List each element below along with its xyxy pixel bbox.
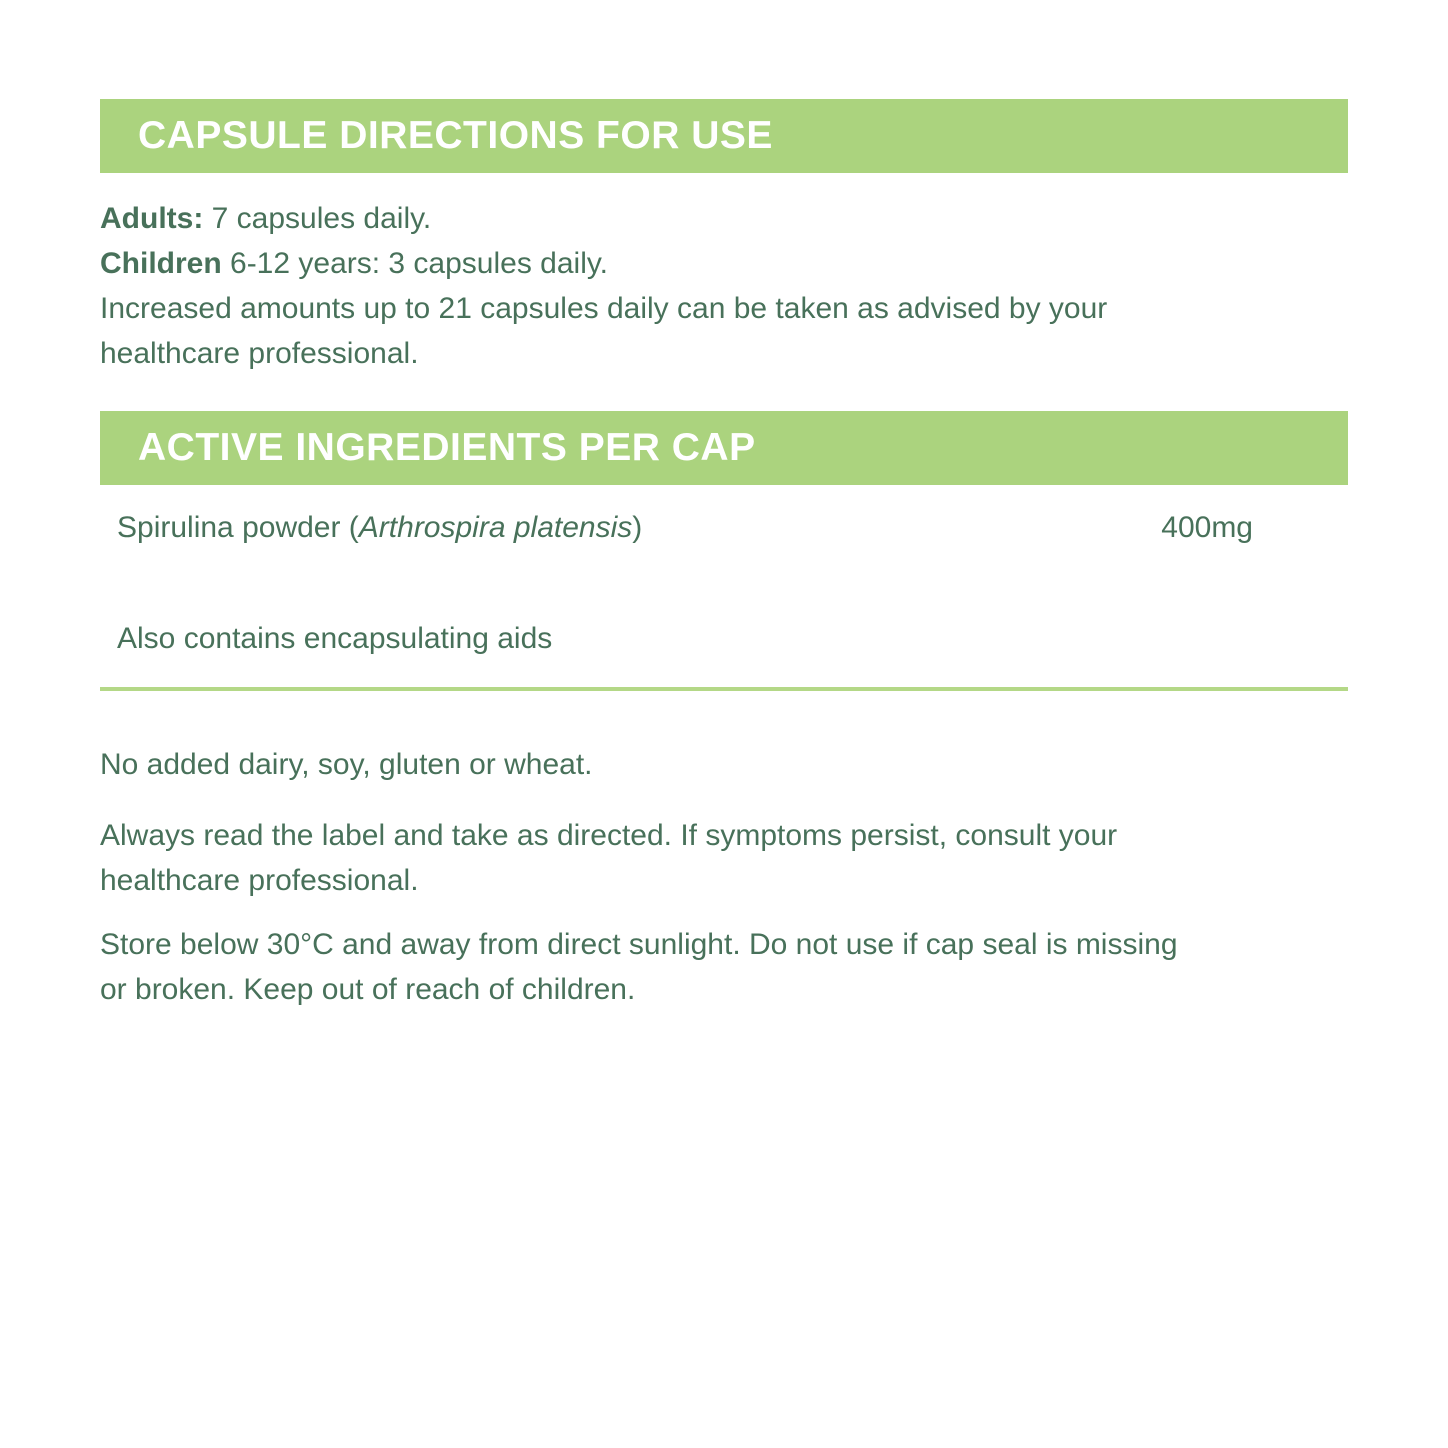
advisory-line-1: Always read the label and take as directed. If symptoms persist, consult your bbox=[100, 819, 1118, 852]
directions-header-bar bbox=[100, 99, 1348, 173]
directions-increased-line-1: Increased amounts up to 21 capsules daily can be taken as advised by your bbox=[100, 292, 1108, 325]
directions-adults-line bbox=[100, 196, 1348, 241]
adults-dosage: 7 capsules daily. bbox=[203, 202, 432, 235]
ingredient-name-prefix: Spirulina powder ( bbox=[117, 511, 359, 544]
adults-label: Adults: bbox=[100, 202, 204, 235]
directions-increased-line-2: healthcare professional. bbox=[100, 337, 419, 370]
storage-line-2: or broken. Keep out of reach of children. bbox=[100, 973, 636, 1006]
ingredient-row bbox=[100, 505, 1348, 550]
directions-text-block bbox=[100, 196, 1348, 376]
storage-line-1: Store below 30°C and away from direct sunlight. Do not use if cap seal is missing bbox=[100, 928, 1178, 961]
advisory-line-2: healthcare professional. bbox=[100, 864, 419, 897]
ingredients-header-title: ACTIVE INGREDIENTS PER CAP bbox=[138, 426, 756, 469]
advisory-note bbox=[100, 813, 1348, 903]
ingredients-header-bar bbox=[100, 411, 1348, 485]
ingredient-name-suffix: ) bbox=[632, 511, 643, 544]
storage-note bbox=[100, 922, 1348, 1012]
also-contains-note: Also contains encapsulating aids bbox=[117, 622, 553, 655]
ingredient-name bbox=[117, 505, 642, 550]
section-divider-line bbox=[100, 687, 1348, 691]
children-label: Children bbox=[100, 247, 222, 280]
ingredient-scientific-name: Arthrospira platensis bbox=[358, 511, 633, 544]
directions-header-title: CAPSULE DIRECTIONS FOR USE bbox=[138, 114, 773, 157]
children-dosage: 6-12 years: 3 capsules daily. bbox=[221, 247, 608, 280]
directions-children-line bbox=[100, 241, 1348, 286]
ingredient-amount: 400mg bbox=[1161, 511, 1253, 544]
allergen-note: No added dairy, soy, gluten or wheat. bbox=[100, 748, 593, 781]
